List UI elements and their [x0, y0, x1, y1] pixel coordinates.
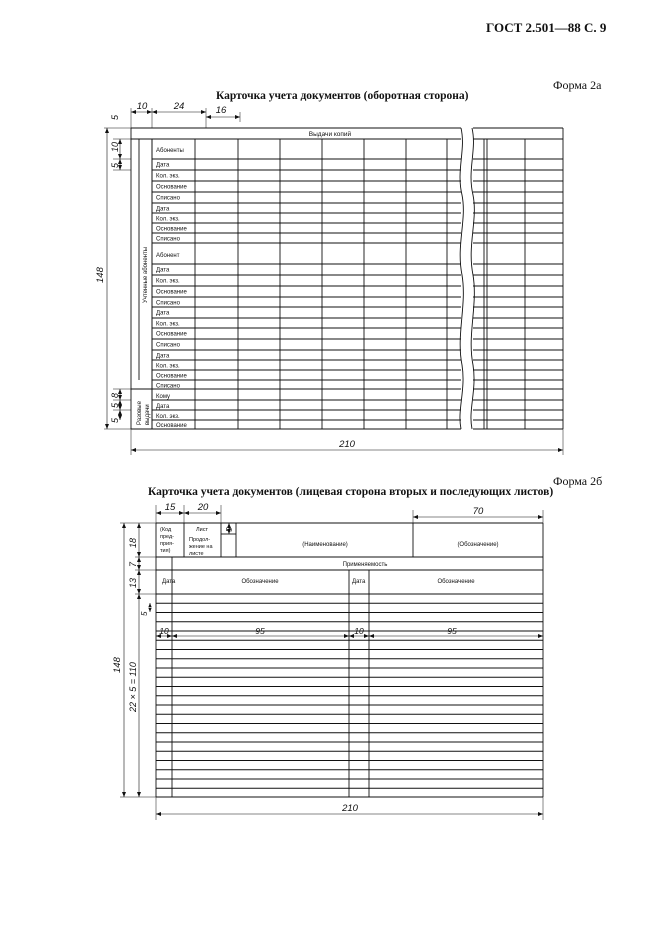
- head-prod: Продол-: [189, 537, 211, 543]
- dim-label-95a: 95: [255, 626, 265, 636]
- row-label: Списано: [156, 300, 180, 307]
- row-label: Дата: [156, 206, 170, 213]
- dim-label-95b: 95: [447, 626, 457, 636]
- head-kod: прия-: [160, 541, 174, 547]
- dim-label-148: 148: [112, 657, 123, 673]
- row-label: Списано: [156, 195, 180, 202]
- col-oboz-1: Обозначение: [241, 579, 279, 585]
- dim-label-5: 5: [225, 527, 234, 532]
- side-label-vydachi: выдачи: [145, 404, 151, 425]
- form-b-title: Карточка учета документов (лицевая сторона вторых и последующих листов): [148, 486, 554, 498]
- col-date-2: Дата: [352, 579, 366, 585]
- row-label: Кол. экз.: [156, 173, 180, 180]
- form-b-text-layer: [112, 502, 499, 814]
- head-naim: (Наименование): [302, 542, 348, 548]
- head-list: Лист: [196, 527, 208, 533]
- row-label: Списано: [156, 383, 180, 390]
- dim-label-5d: 5: [110, 417, 120, 423]
- row-label: Кол. экз.: [156, 363, 180, 370]
- dim-label-22x5: 22 × 5 = 110: [128, 662, 138, 712]
- form-a-label: Форма 2а: [553, 78, 602, 92]
- dim-label-148: 148: [95, 267, 106, 283]
- dim-label-15: 15: [164, 502, 176, 513]
- dim-label-16: 16: [215, 105, 227, 116]
- dim-label-210: 210: [339, 439, 355, 450]
- form-a-title: Карточка учета документов (оборотная сторона): [216, 90, 469, 102]
- header-vydachi-kopiy: Выдачи копий: [308, 131, 352, 138]
- dim-label-18: 18: [128, 537, 138, 548]
- head-oboz: (Обозначение): [457, 542, 499, 548]
- row-label: Абонент: [156, 253, 180, 259]
- form-b-label: Форма 2б: [553, 474, 603, 488]
- dim-label-20: 20: [197, 502, 209, 513]
- dim-label-13: 13: [128, 577, 138, 588]
- row-label: Абоненты: [156, 148, 184, 154]
- row-label: Основание: [156, 331, 187, 338]
- row-label: Дата: [156, 310, 170, 317]
- dim-label-7: 7: [128, 561, 138, 567]
- dim-label-10b: 10: [354, 626, 364, 636]
- row-label: Основание: [156, 289, 187, 296]
- head-kod: (Код: [160, 527, 172, 533]
- head-prod: листе: [189, 551, 204, 557]
- row-label: Списано: [156, 342, 180, 349]
- row-label: Основание: [156, 423, 187, 429]
- row-label: Дата: [156, 404, 170, 410]
- head-prod: жение на: [189, 544, 213, 550]
- dim-label-210: 210: [342, 803, 358, 814]
- row-label: Кол. экз.: [156, 321, 180, 328]
- form-a-text-layer: [95, 101, 356, 450]
- col-oboz-2: Обозначение: [437, 579, 475, 585]
- row-label: Кол. экз.: [156, 414, 180, 420]
- row-label: Списано: [156, 236, 180, 243]
- row-label: Основание: [156, 184, 187, 191]
- row-label: Дата: [156, 267, 170, 274]
- row-label: Дата: [156, 162, 170, 169]
- dim-label-24: 24: [173, 101, 185, 112]
- head-kod: тия): [160, 548, 171, 554]
- row-label: Дата: [156, 353, 170, 360]
- break-line: [460, 128, 463, 429]
- dim-label-10: 10: [136, 101, 148, 112]
- page-header: ГОСТ 2.501—88 С. 9: [486, 20, 607, 35]
- row-label: Кол. экз.: [156, 278, 180, 285]
- row-label: Кому: [156, 394, 171, 400]
- break-line: [471, 128, 474, 429]
- dim-label-5b: 5: [140, 611, 149, 616]
- col-date-1: Дата: [162, 579, 176, 585]
- side-label-razovye: Разовые: [137, 401, 143, 425]
- primen-label: Применяемость: [342, 562, 388, 568]
- row-label: Основание: [156, 226, 187, 233]
- head-kod: пред-: [160, 534, 175, 540]
- dim-label-5: 5: [110, 162, 120, 168]
- dim-label-10v: 10: [110, 141, 120, 152]
- dim-label-10a: 10: [159, 626, 169, 636]
- row-label: Кол. экз.: [156, 216, 180, 223]
- form-b-table: [120, 505, 543, 820]
- dim-label-8: 8: [110, 392, 120, 398]
- side-label-uchtennye: Учтенные абоненты: [143, 246, 149, 303]
- dim-label-5-top: 5: [110, 114, 120, 120]
- dim-label-5c: 5: [110, 402, 120, 408]
- dim-label-70: 70: [472, 506, 484, 517]
- row-label: Основание: [156, 373, 187, 380]
